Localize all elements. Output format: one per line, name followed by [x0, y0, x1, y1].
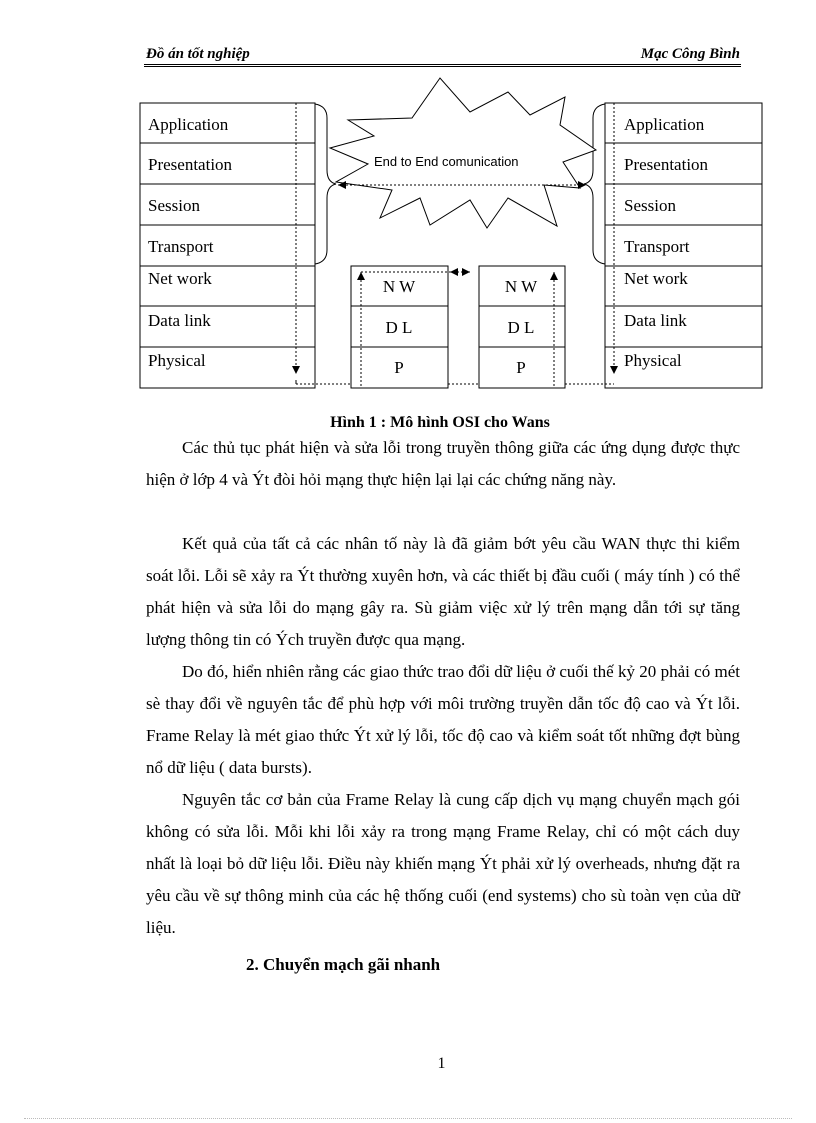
left-layer-presentation: Presentation [148, 155, 233, 174]
left-layer-session: Session [148, 196, 200, 215]
paragraph-1: Các thủ tục phát hiện và sửa lỗi trong truyền thông giữa các ứng dụng được thực hiện ở lớp 4 và Ýt đòi hỏi mạng thực hiện lại lại các chứng năng này. [146, 438, 740, 489]
right-layer-network: Net work [624, 269, 688, 288]
left-down-arrow [292, 366, 300, 374]
node2-p: P [516, 358, 526, 377]
right-osi-stack [605, 103, 762, 388]
paragraph-2: Kết quả của tất cả các nhân tố này là đã giảm bớt yêu cầu WAN thực thi kiểm soát lỗi. Lỗi sẽ xảy ra Ýt thường xuyên hơn, và các thiết bị đầu cuối ( máy tính ) có thể phát hiện và sửa lỗi do mạng gây ra. Sù giảm việc xử lý trên mạng dẫn tới sự tăng lượng thông tin có Ých truyền được qua mạng. [146, 534, 740, 649]
right-layer-session: Session [624, 196, 676, 215]
paragraph-4: Nguyên tắc cơ bản của Frame Relay là cung cấp dịch vụ mạng chuyển mạch gói không có sửa lỗi. Mỗi khi lỗi xảy ra trong mạng Frame Relay, chỉ có một cách duy nhất là loại bỏ dữ liệu lỗi. Điều này khiến mạng Ýt phải xử lý overheads, nhưng đặt ra yêu cầu về sự thông minh của các hệ thống cuối (end systems) cho sù toàn vẹn của dữ liệu. [146, 790, 740, 937]
node1-p: P [394, 358, 404, 377]
section-heading: 2. Chuyển mạch gãi nhanh [246, 955, 441, 974]
paragraph-3: Do đó, hiển nhiên rằng các giao thức trao đổi dữ liệu ở cuối thế kỷ 20 phải có mét sè thay đổi về nguyên tắc để phù hợp với môi trường truyền dẫn tốc độ cao và Ýt lỗi. Frame Relay là mét giao thức Ýt xử lý lỗi, tốc độ cao và kiểm soát tốt những đợt bùng nổ dữ liệu ( data bursts). [146, 662, 740, 777]
left-osi-stack [140, 103, 315, 388]
intermediate-node-1 [351, 266, 448, 388]
cloud-label: End to End comunication [374, 154, 519, 169]
node2-dl: D L [507, 318, 535, 337]
right-layer-presentation: Presentation [624, 155, 709, 174]
page-number: 1 [437, 1055, 446, 1072]
left-layer-application: Application [148, 115, 229, 134]
footer-rule [24, 1118, 792, 1119]
node1-nw: N W [382, 277, 416, 296]
right-brace [584, 104, 605, 264]
cloud-arrow-right [578, 181, 586, 189]
right-layer-physical: Physical [624, 351, 682, 370]
osi-wan-figure [0, 0, 816, 410]
end-to-end-cloud [330, 78, 596, 228]
node2-nw: N W [504, 277, 538, 296]
left-layer-physical: Physical [148, 351, 206, 370]
intermediate-node-2 [479, 266, 565, 388]
right-layer-transport: Transport [624, 237, 690, 256]
header-left: Đồ án tốt nghiệp [146, 46, 250, 62]
right-layer-application: Application [624, 115, 705, 134]
left-layer-transport: Transport [148, 237, 214, 256]
header-right: Mạc Công Bình [640, 46, 740, 62]
node1-dl: D L [385, 318, 413, 337]
left-layer-datalink: Data link [148, 311, 211, 330]
right-layer-datalink: Data link [624, 311, 687, 330]
left-brace [315, 104, 336, 264]
right-down-arrow [610, 366, 618, 374]
figure-caption: Hình 1 : Mô hình OSI cho Wans [330, 414, 550, 431]
left-layer-network: Net work [148, 269, 212, 288]
